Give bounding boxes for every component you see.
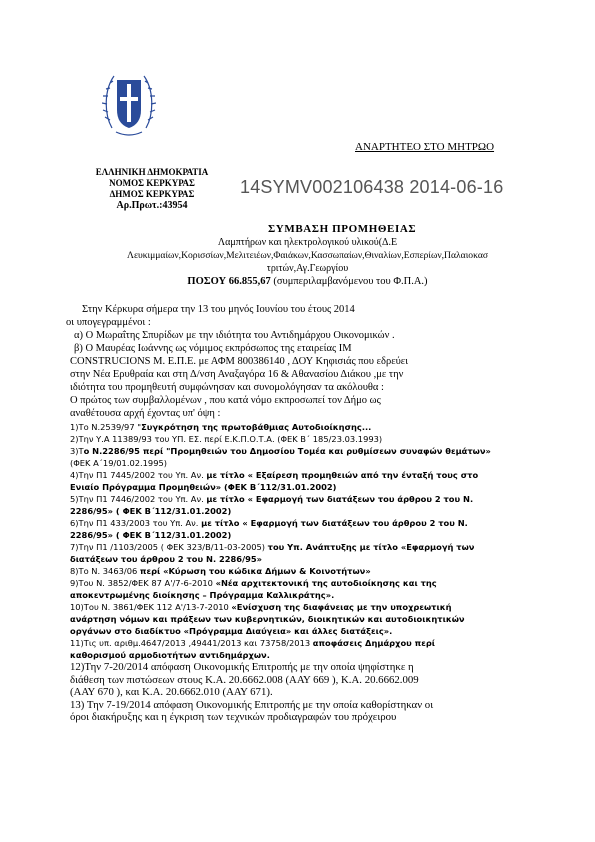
reference-text: 3)Τ <box>70 446 84 456</box>
reference-bold-text: με τίτλο « Εξαίρεση προμηθειών από την ένταξή τους στο <box>206 470 479 480</box>
contract-amount-note: (συμπεριλαμβανόμενου του Φ.Π.Α.) <box>270 276 428 287</box>
reference-bold-text: ανάρτηση νόμων και πράξεων των κυβερνητικών, διοικητικών και αυτοδιοικητικών <box>70 614 465 624</box>
reference-bold-text: περί «Κύρωση του κώδικα Δήμων & Κοινοτήτων» <box>139 566 371 576</box>
reference-bold-text: του Υπ. Ανάπτυξης με τίτλο «Εφαρμογή των <box>267 542 475 552</box>
registry-posting-notice: ΑΝΑΡΤΗΤΕΟ ΣΤΟ ΜΗΤΡΩΟ <box>355 141 495 153</box>
issuer-line: ΔΗΜΟΣ ΚΕΡΚΥΡΑΣ <box>109 189 195 199</box>
reference-bold-text: οργάνων στο διαδίκτυο «Πρόγραμμα Διαύγεια» και άλλες διατάξεις». <box>70 626 393 636</box>
protocol-number: Αρ.Πρωτ.:43954 <box>116 200 188 211</box>
reference-bold-text: με τίτλο « Εφαρμογή των διατάξεων του άρθρου 2 του Ν. <box>206 494 474 504</box>
reference-line <box>70 481 530 493</box>
decisions-list <box>70 661 530 724</box>
intro-line: α) Ο Μωραΐτης Σπυρίδων με την ιδιότητα του Αντιδημάρχου Οικονομικών . <box>74 330 395 341</box>
reference-text: 8)Το Ν. 3463/06 <box>70 566 140 576</box>
reference-line <box>70 601 530 613</box>
decision-line: 13) Την 7-19/2014 απόφαση Οικονομικής Επιτροπής με την οποία καθορίστηκαν οι <box>70 698 434 711</box>
intro-line: Στην Κέρκυρα σήμερα την 13 του μηνός Ιουνίου του έτους 2014 <box>82 304 355 315</box>
legal-references-list <box>70 421 530 661</box>
reference-bold-text: «Νέα αρχιτεκτονική της αυτοδιοίκησης και της <box>215 578 437 588</box>
subject-line: Λευκιμμαίων,Κορισσίων,Μελιτειέων,Φαιάκων,Κασσωπαίων,Θιναλίων,Εσπερίων,Παλαιοκασ <box>126 250 489 261</box>
reference-text: 7)Την Π1 /1103/2005 ( ΦΕΚ 323/Β/11-03-2005) <box>70 542 268 552</box>
reference-line <box>70 613 530 625</box>
reference-line <box>70 553 530 565</box>
reference-line <box>70 637 530 649</box>
contract-subject <box>70 236 545 288</box>
reference-line <box>70 505 530 517</box>
decision-line: διάθεση των πιστώσεων στους Κ.Α. 20.6662.008 (ΑΑΥ 669 ), Κ.Α. 20.6662.009 <box>70 673 419 686</box>
contract-title: ΣΥΜΒΑΣΗ ΠΡΟΜΗΘΕΙΑΣ <box>268 223 417 235</box>
reference-bold-text: Ενιαίο Πρόγραμμα Προμηθειών» (ΦΕΚ Β΄112/31.01.2002) <box>70 482 337 492</box>
issuer-line: ΕΛΛΗΝΙΚΗ ΔΗΜΟΚΡΑΤΙΑ <box>95 167 209 177</box>
reference-line <box>70 541 530 553</box>
reference-bold-text: αποφάσεις Δημάρχου περί <box>312 638 436 648</box>
intro-line: αναθέτουσα αρχή έχοντας υπ' όψη : <box>70 408 221 419</box>
issuer-line: ΝΟΜΟΣ ΚΕΡΚΥΡΑΣ <box>109 178 195 188</box>
reference-text: 10)Του Ν. 3861/ΦΕΚ 112 Α'/13-7-2010 <box>70 602 232 612</box>
intro-line: στην Νέα Ερυθραία και στη Δ/νση Αναξαγόρα 16 & Αθανασίου Διάκου ,με την <box>70 369 404 380</box>
reference-line <box>70 577 530 589</box>
reference-line <box>70 517 530 529</box>
reference-line <box>70 445 530 457</box>
reference-bold-text: «Ενίσχυση της διαφάνειας με την υποχρεωτική <box>231 602 452 612</box>
intro-line: οι υπογεγραμμένοι : <box>66 317 151 328</box>
subject-line: τριτών,Αγ.Γεωργίου <box>266 263 349 274</box>
reference-bold-text: με τίτλο « Εφαρμογή των διατάξεων του άρθρου 2 του Ν. <box>201 518 468 528</box>
contract-amount: ΠΟΣΟΥ 66.855,67 <box>187 276 271 287</box>
reference-bold-text: 2286/95» ( ΦΕΚ Β΄112/31.01.2002) <box>70 530 232 540</box>
reference-text: 9)Του Ν. 3852/ΦΕΚ 87 Α'/7-6-2010 <box>70 578 216 588</box>
reference-line <box>70 649 530 661</box>
reference-line <box>70 469 530 481</box>
reference-bold-text: ο Ν.2286/95 περί "Προμηθειών του Δημοσίου Τομέα και ρυθμίσεων συναφών θεμάτων» <box>83 446 491 456</box>
intro-line: ιδιότητα του προμηθευτή συμφώνησαν και συνομολόγησαν τα ακόλουθα : <box>70 382 384 393</box>
contract-body <box>66 303 530 724</box>
reference-text: (ΦΕΚ Α΄19/01.02.1995) <box>70 458 168 468</box>
reference-line <box>70 529 530 541</box>
intro-line: Ο πρώτος των συμβαλλομένων , που κατά νόμο εκπροσωπεί τον Δήμο ως <box>70 395 381 406</box>
reference-line <box>70 625 530 637</box>
greek-coat-of-arms-emblem <box>102 66 156 140</box>
document-ada-code: 14SYMV002106438 2014-06-16 <box>240 177 504 197</box>
reference-bold-text: αποκεντρωμένης διοίκησης – Πρόγραμμα Καλλικράτης». <box>70 590 335 600</box>
reference-line <box>70 493 530 505</box>
reference-bold-text: 2286/95» ( ΦΕΚ Β΄112/31.01.2002) <box>70 506 232 516</box>
reference-text: 11)Τις υπ. αριθμ.4647/2013 ,49441/2013 και 73758/2013 <box>70 638 313 648</box>
subject-line: Λαμπτήρων και ηλεκτρολογικού υλικού(Δ.Ε <box>217 237 398 248</box>
reference-text: 1)Το Ν.2539/97 " <box>70 422 142 432</box>
reference-line <box>70 589 530 601</box>
reference-line <box>70 421 530 433</box>
issuing-authority-block <box>82 167 222 211</box>
reference-line <box>70 565 530 577</box>
reference-text: 4)Την Π1 7445/2002 του Υπ. Αν. <box>70 470 207 480</box>
reference-line <box>70 433 530 445</box>
reference-text: 6)Την Π1 433/2003 του Υπ. Αν. <box>70 518 202 528</box>
intro-line: β) Ο Μαυρέας Ιωάννης ως νόμιμος εκπρόσωπος της εταιρείας ΙΜ <box>74 343 352 354</box>
reference-text: 2)Την Υ.Α 11389/93 του ΥΠ. ΕΣ. περί Ε.Κ.Π.Ο.Τ.Α. (ΦΕΚ Β΄ 185/23.03.1993) <box>70 434 383 444</box>
decision-line: όροι διακήρυξης και η έγκριση των τεχνικών προδιαγραφών του πρόχειρου <box>70 711 397 723</box>
reference-bold-text: Συγκρότηση της πρωτοβάθμιας Αυτοδιοίκησης... <box>141 422 372 432</box>
contract-amount-line <box>70 275 545 288</box>
intro-line: CONSTRUCIONS Μ. Ε.Π.Ε. με ΑΦΜ 800386140 , ΔΟΥ Κηφισιάς που εδρεύει <box>70 356 409 367</box>
decision-line: (ΑΑΥ 670 ), και Κ.Α. 20.6662.010 (ΑΑΥ 671). <box>70 686 273 698</box>
reference-bold-text: καθορισμού αρμοδιοτήτων αντιδημάρχων. <box>70 650 270 660</box>
reference-bold-text: διατάξεων του άρθρου 2 του Ν. 2286/95» <box>70 554 263 564</box>
decision-line: 12)Την 7-20/2014 απόφαση Οικονομικής Επιτροπής με την οποία ψηφίστηκε η <box>70 661 414 673</box>
reference-text: 5)Την Π1 7446/2002 του Υπ. Αν. <box>70 494 207 504</box>
reference-line <box>70 457 530 469</box>
